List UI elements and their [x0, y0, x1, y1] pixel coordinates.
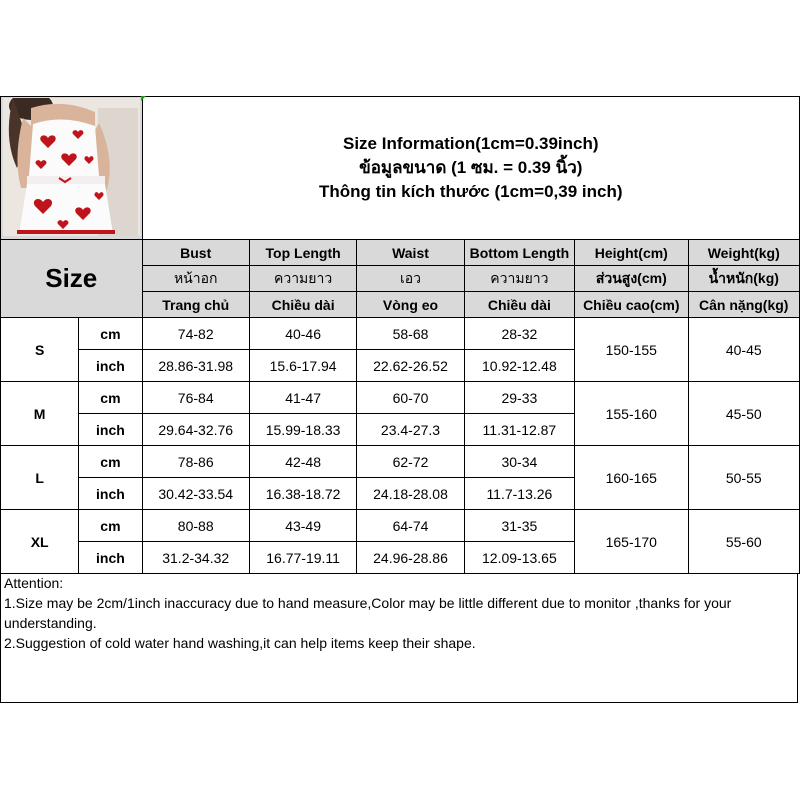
col-bust-th: หน้าอก — [142, 266, 249, 292]
cell-value: 11.31-12.87 — [464, 414, 574, 446]
col-bust-vi: Trang chủ — [142, 292, 249, 318]
size-name: L — [1, 446, 79, 510]
col-bottom-length-vi: Chiều dài — [464, 292, 574, 318]
cell-value: 28.86-31.98 — [142, 350, 249, 382]
col-top-length-en: Top Length — [249, 240, 356, 266]
cell-value: 58-68 — [357, 318, 464, 350]
cell-value: 42-48 — [249, 446, 356, 478]
cell-value: 15.6-17.94 — [249, 350, 356, 382]
cell-marker-icon — [141, 96, 146, 101]
unit-inch: inch — [79, 414, 142, 446]
cell-value: 29.64-32.76 — [142, 414, 249, 446]
product-photo-cell — [1, 97, 143, 240]
size-name: S — [1, 318, 79, 382]
weight-value: 40-45 — [688, 318, 800, 382]
cell-value: 76-84 — [142, 382, 249, 414]
cell-value: 22.62-26.52 — [357, 350, 464, 382]
cell-value: 29-33 — [464, 382, 574, 414]
unit-inch: inch — [79, 542, 142, 574]
unit-inch: inch — [79, 350, 142, 382]
col-height-th: ส่วนสูง(cm) — [575, 266, 688, 292]
col-waist-th: เอว — [357, 266, 464, 292]
cell-value: 41-47 — [249, 382, 356, 414]
col-weight-vi: Cân nặng(kg) — [688, 292, 800, 318]
title-english: Size Information(1cm=0.39inch) — [342, 134, 599, 153]
size-info-title — [142, 97, 799, 240]
size-chart — [0, 96, 800, 703]
table-row — [1, 510, 800, 542]
cell-value: 16.38-18.72 — [249, 478, 356, 510]
weight-value: 50-55 — [688, 446, 800, 510]
cell-value: 15.99-18.33 — [249, 414, 356, 446]
height-value: 160-165 — [575, 446, 688, 510]
title-vietnamese: Thông tin kích thước (1cm=0,39 inch) — [318, 182, 623, 201]
unit-cm: cm — [79, 318, 142, 350]
col-height-vi: Chiều cao(cm) — [575, 292, 688, 318]
cell-value: 62-72 — [357, 446, 464, 478]
weight-value: 55-60 — [688, 510, 800, 574]
cell-value: 23.4-27.3 — [357, 414, 464, 446]
table-row — [1, 318, 800, 350]
col-waist-en: Waist — [357, 240, 464, 266]
cell-value: 16.77-19.11 — [249, 542, 356, 574]
height-value: 150-155 — [575, 318, 688, 382]
col-weight-en: Weight(kg) — [688, 240, 800, 266]
cell-value: 60-70 — [357, 382, 464, 414]
cell-value: 31.2-34.32 — [142, 542, 249, 574]
col-weight-th: น้ำหนัก(kg) — [688, 266, 800, 292]
col-bust-en: Bust — [142, 240, 249, 266]
unit-cm: cm — [79, 446, 142, 478]
cell-value: 80-88 — [142, 510, 249, 542]
model-photo-icon — [3, 98, 140, 236]
attention-note-1: 1.Size may be 2cm/1inch inaccuracy due to hand measure,Color may be little different due to monitor ,thanks for your understanding. — [4, 595, 732, 631]
cell-value: 30-34 — [464, 446, 574, 478]
attention-notes — [0, 573, 798, 703]
col-top-length-th: ความยาว — [249, 266, 356, 292]
cell-value: 30.42-33.54 — [142, 478, 249, 510]
unit-cm: cm — [79, 382, 142, 414]
attention-heading: Attention: — [4, 575, 64, 591]
cell-value: 64-74 — [357, 510, 464, 542]
col-waist-vi: Vòng eo — [357, 292, 464, 318]
cell-value: 28-32 — [464, 318, 574, 350]
product-photo — [3, 98, 140, 236]
cell-value: 12.09-13.65 — [464, 542, 574, 574]
table-row — [1, 446, 800, 478]
size-table — [0, 96, 800, 574]
unit-cm: cm — [79, 510, 142, 542]
weight-value: 45-50 — [688, 382, 800, 446]
size-name: M — [1, 382, 79, 446]
height-value: 155-160 — [575, 382, 688, 446]
cell-value: 74-82 — [142, 318, 249, 350]
unit-inch: inch — [79, 478, 142, 510]
attention-note-2: 2.Suggestion of cold water hand washing,it can help items keep their shape. — [4, 635, 476, 651]
col-bottom-length-th: ความยาว — [464, 266, 574, 292]
size-header: Size — [1, 240, 143, 318]
cell-value: 11.7-13.26 — [464, 478, 574, 510]
cell-value: 31-35 — [464, 510, 574, 542]
size-name: XL — [1, 510, 79, 574]
title-thai: ข้อมูลขนาด (1 ซม. = 0.39 นิ้ว) — [359, 158, 583, 177]
cell-value: 40-46 — [249, 318, 356, 350]
height-value: 165-170 — [575, 510, 688, 574]
cell-value: 10.92-12.48 — [464, 350, 574, 382]
table-row — [1, 382, 800, 414]
cell-value: 24.96-28.86 — [357, 542, 464, 574]
col-bottom-length-en: Bottom Length — [464, 240, 574, 266]
cell-value: 78-86 — [142, 446, 249, 478]
cell-value: 24.18-28.08 — [357, 478, 464, 510]
col-height-en: Height(cm) — [575, 240, 688, 266]
col-top-length-vi: Chiều dài — [249, 292, 356, 318]
cell-value: 43-49 — [249, 510, 356, 542]
